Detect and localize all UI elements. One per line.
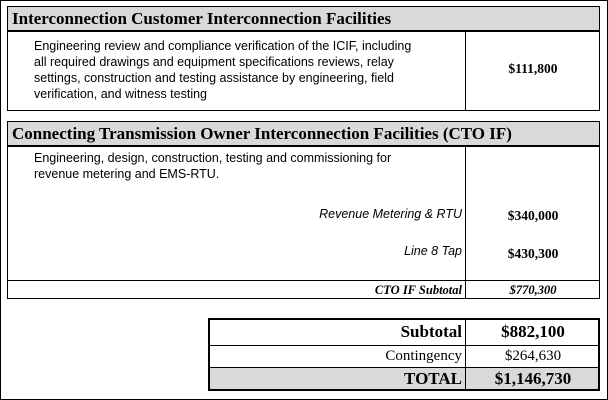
icif-desc-line: Engineering review and compliance verification of the ICIF, including (34, 39, 412, 53)
summary-contingency-amount: $264,630 (504, 348, 562, 364)
icif-desc-line: all required drawings and equipment specifications reviews, relay (34, 55, 394, 69)
ctoif-desc-line: revenue metering and EMS-RTU. (34, 167, 220, 181)
ctoif-item-label: Revenue Metering & RTU (319, 207, 462, 221)
icif-amount: $111,800 (508, 61, 558, 76)
ctoif-subtotal-divider (7, 280, 600, 281)
icif-section-header (7, 6, 600, 31)
icif-section-title: Interconnection Customer Interconnection Facilities (12, 8, 392, 28)
ctoif-subtotal-label: CTO IF Subtotal (374, 283, 462, 297)
summary-divider (208, 345, 600, 346)
summary-subtotal-label: Subtotal (400, 322, 462, 341)
ctoif-item-amount: $430,300 (507, 246, 559, 261)
summary-contingency-label: Contingency (385, 348, 462, 364)
icif-desc-line: verification, and witness testing (34, 87, 208, 101)
ctoif-item-amount: $340,000 (507, 208, 559, 223)
ctoif-item-label: Line 8 Tap (404, 244, 462, 258)
icif-desc-line: settings, construction and testing assistance by engineering, field (34, 71, 394, 85)
ctoif-description (34, 150, 464, 182)
ctoif-section-header (7, 121, 600, 146)
summary-total-amount: $1,146,730 (494, 369, 572, 388)
ctoif-desc-line: Engineering, design, construction, testing and commissioning for (34, 151, 392, 165)
summary-subtotal-amount: $882,100 (501, 322, 565, 341)
summary-total-label: TOTAL (404, 369, 462, 388)
ctoif-section-title: Connecting Transmission Owner Interconnection Facilities (CTO IF) (12, 123, 512, 143)
icif-description (34, 38, 464, 102)
ctoif-subtotal-amount: $770,300 (509, 283, 557, 297)
